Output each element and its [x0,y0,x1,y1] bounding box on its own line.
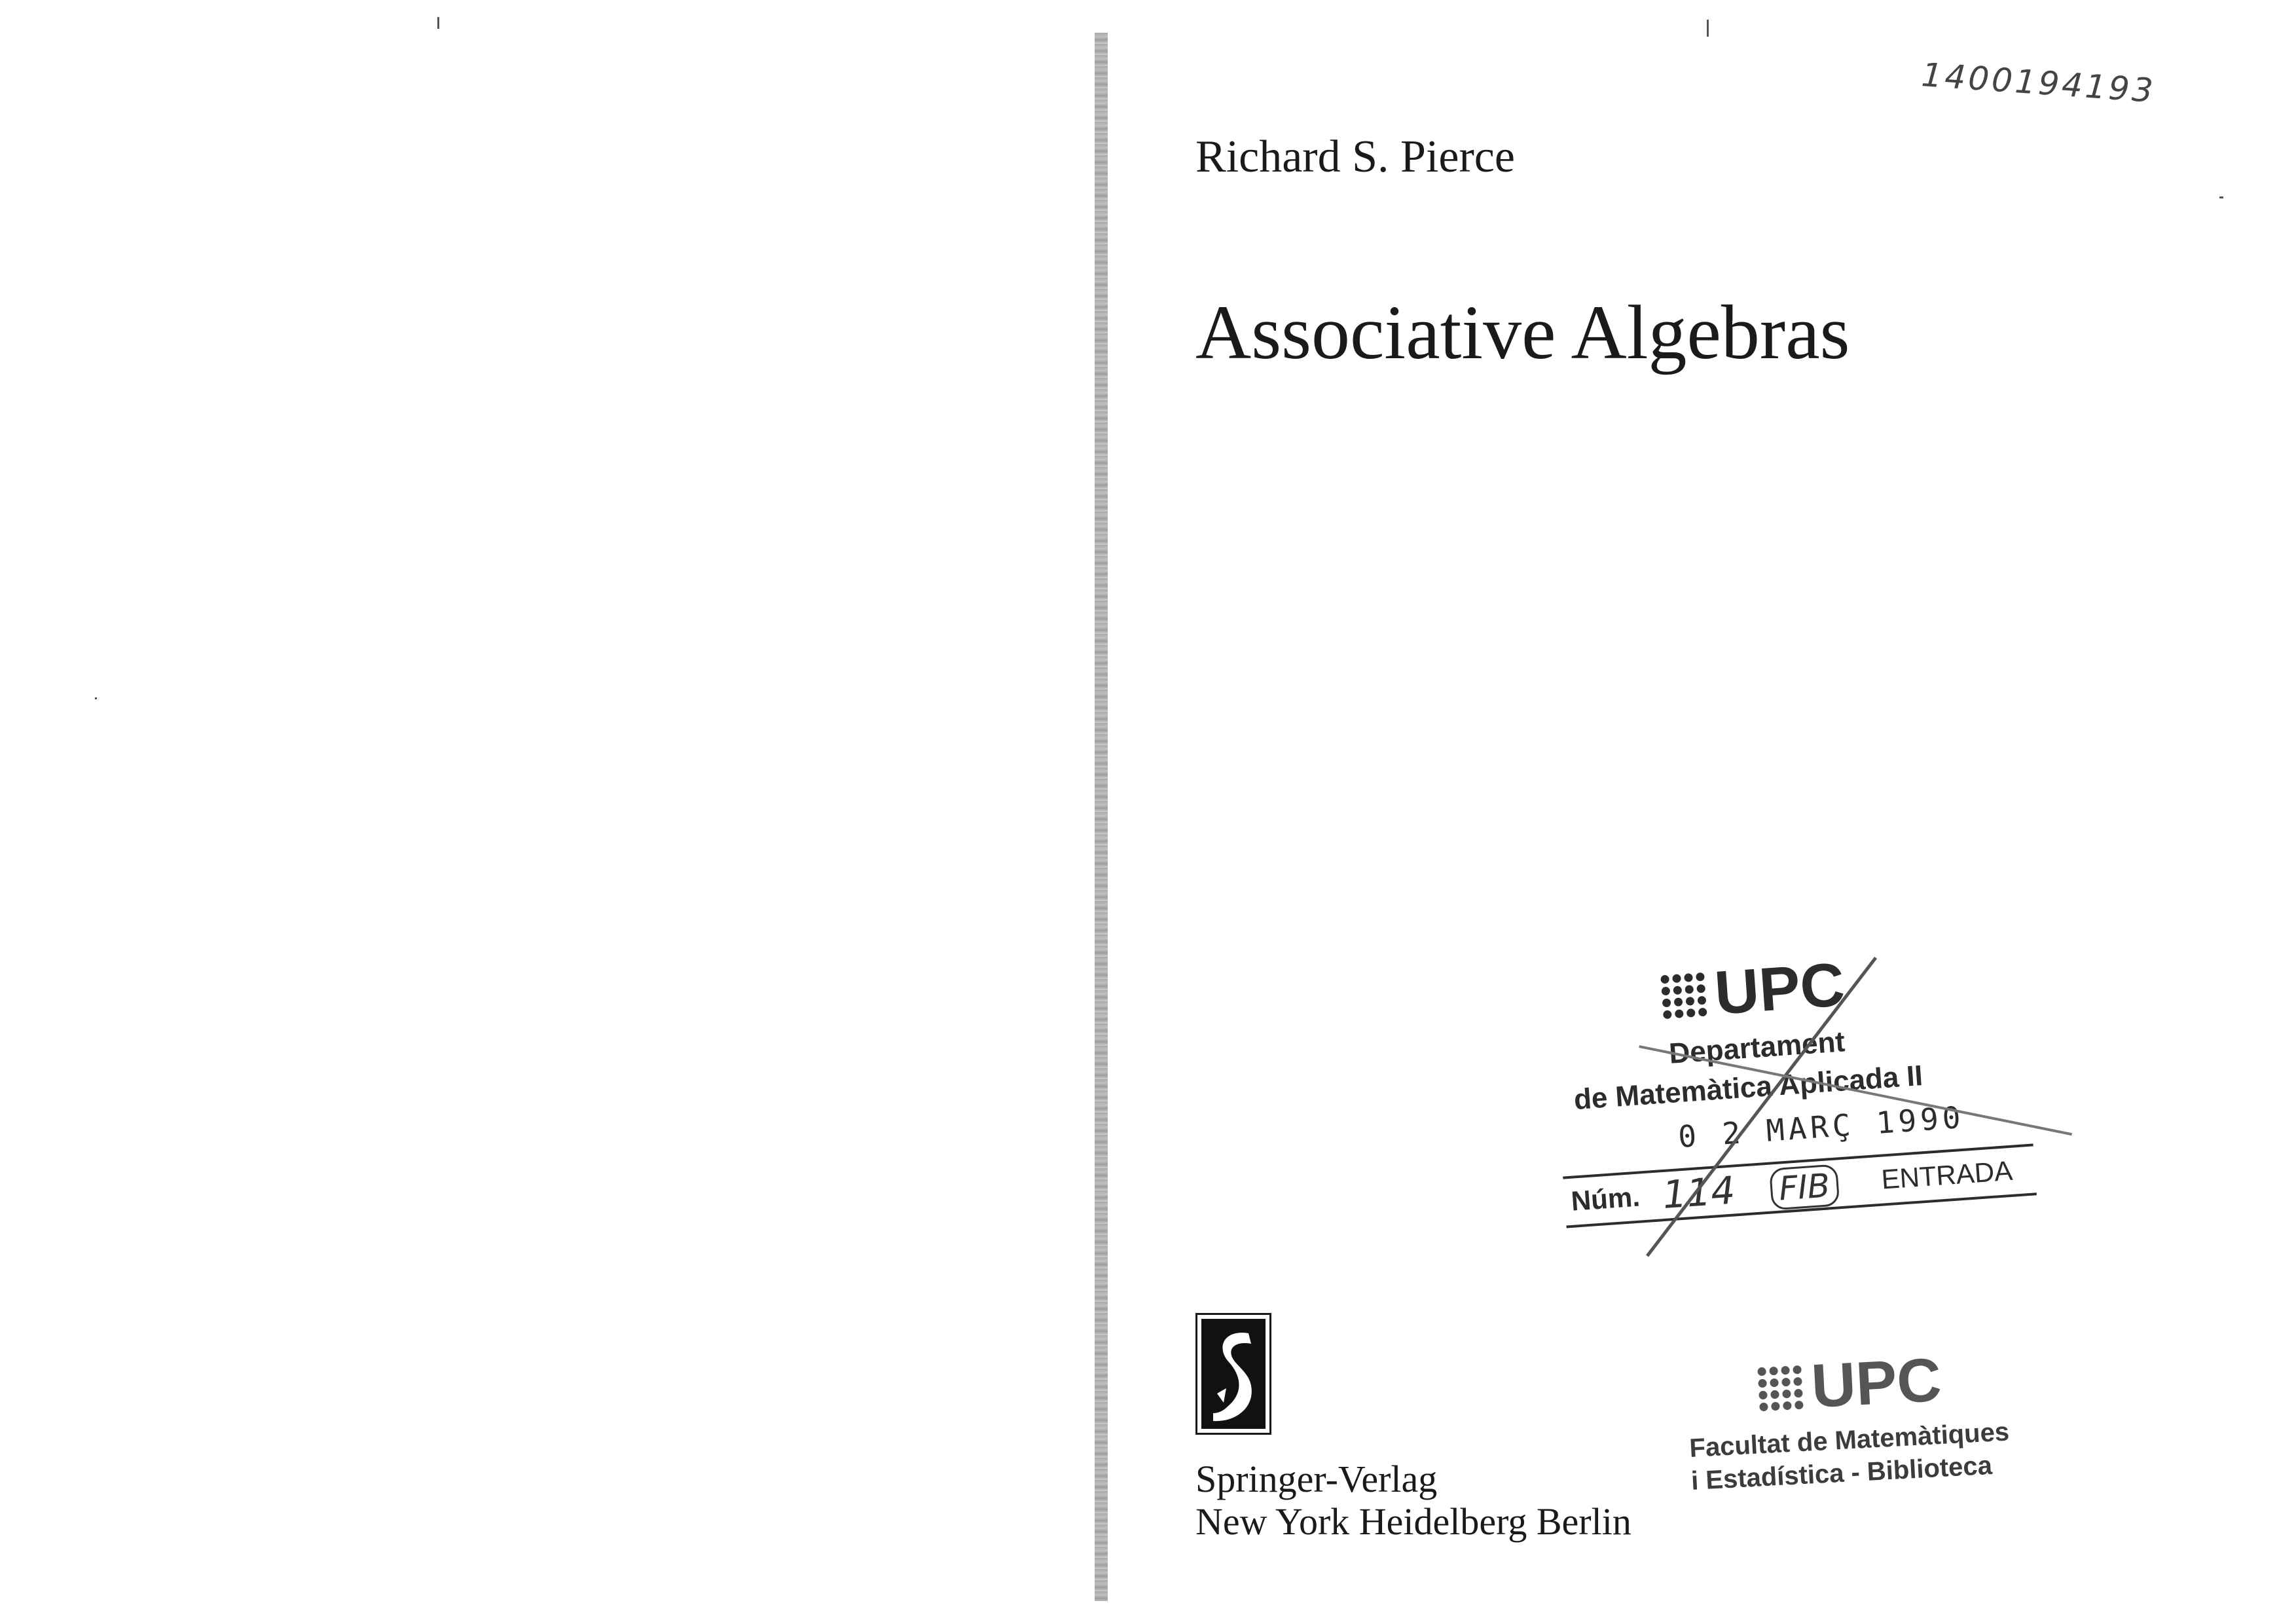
stamp-faculty-line: Facultat de Matemàtiques [1688,1417,2011,1463]
stamp-department-line: Departament [1667,1025,1846,1070]
stamp-date: 0 2 MARÇ 1990 [1677,1099,1966,1155]
scan-speck [1707,20,1709,37]
stamp-library-line: i Estadística - Biblioteca [1690,1450,1993,1496]
left-blank-page [0,0,1095,1624]
upc-dots-icon [1757,1365,1803,1411]
stamp-entrada-label: ENTRADA [1880,1154,2014,1195]
springer-logo-icon [1195,1313,1271,1435]
book-spine-shadow [1095,33,1108,1601]
upc-logo [1757,1344,1943,1421]
stamp-number-label: Núm. [1570,1181,1641,1217]
book-title: Associative Algebras [1195,289,1850,375]
publisher-name: Springer-Verlag [1195,1458,1438,1500]
handwritten-catalog-number: 1400194193 [1920,56,2157,110]
stamp-number-handwritten: 114 [1661,1168,1737,1217]
scan-speck [95,697,97,699]
author-name: Richard S. Pierce [1195,132,1515,182]
stamp-department-subline: de Matemàtica Aplicada II [1573,1059,1924,1116]
publisher-places: New York Heidelberg Berlin [1195,1500,1631,1543]
scan-speck [437,17,439,29]
scan-speck [2219,196,2223,198]
department-entry-stamp [1535,925,2086,1275]
upc-logo-text: UPC [1712,950,1847,1027]
upc-logo-text: UPC [1810,1344,1943,1421]
stamp-cross-out [1535,925,2086,1275]
library-stamp [1685,1344,2033,1519]
stamp-fib-box: FIB [1769,1164,1840,1210]
